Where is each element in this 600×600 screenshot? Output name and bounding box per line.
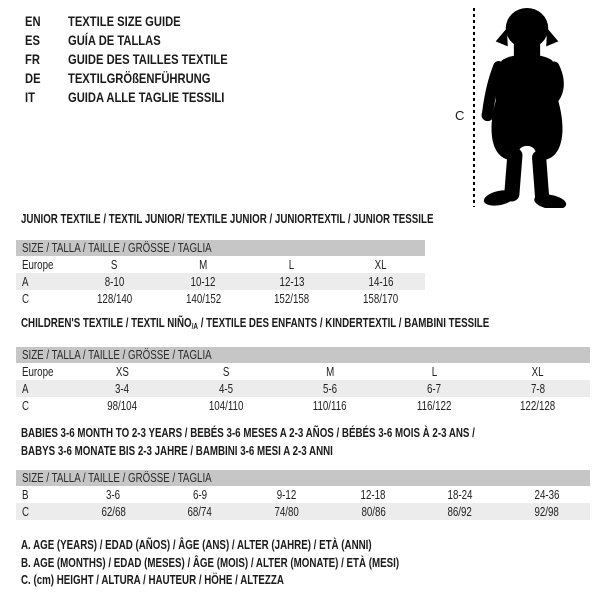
language-row-it [25,87,268,106]
age-cell: 24-36 [534,487,560,502]
babies-title-line2: BABYS 3-6 MONATE BIS 2-3 JAHRE / BAMBINI 3-6 MESI A 2-3 ANNI [21,442,333,458]
height-cell: 74/80 [274,504,299,519]
size-cell: L [289,257,295,272]
children-table-header [16,347,590,363]
footnote-c: C. (cm) HEIGHT / ALTURA / HAUTEUR / HÖHE / ALTEZZA [21,572,284,587]
size-cell: XL [532,364,544,379]
table-row-age [16,273,425,290]
language-code [25,13,68,29]
language-text-label: GUIDE DES TAILLES TEXTILE [68,50,228,67]
age-cell: 14-16 [368,274,394,289]
height-cell: 80/86 [361,504,386,519]
language-row-de [25,68,268,87]
size-cell: M [199,257,208,272]
age-cell: 7-8 [530,381,546,396]
language-row-es [25,30,268,49]
height-cell: 122/128 [520,398,556,413]
age-cell: 4-5 [218,381,234,396]
language-code-label: DE [25,69,41,86]
table-row-age-months [16,486,590,503]
children-size-table [16,347,590,414]
age-cell: 6-7 [426,381,442,396]
age-cell: 9-12 [276,487,297,502]
junior-title-text: JUNIOR TEXTILE / TEXTIL JUNIOR/ TEXTILE JUNIOR / JUNIORTEXTIL / JUNIOR TESSILE [21,211,434,226]
age-cell: 3-6 [106,487,121,502]
age-cell: 3-4 [114,381,130,396]
table-row-europe [16,363,590,380]
language-code [25,89,68,105]
table-row-europe [16,256,425,273]
language-text-label: GUÍA DE TALLAS [68,31,161,48]
table-row-height [16,290,425,307]
height-cell: 86/92 [447,504,473,519]
age-cell: 8-10 [104,274,125,289]
age-cell: 12-13 [279,274,305,289]
babies-title-line1: BABIES 3-6 MONTH TO 2-3 YEARS / BEBÉS 3-6 MESES A 2-3 AÑOS / BÉBÉS 3-6 MOIS À 2-3 ANS / [21,425,475,440]
age-cell: 10-12 [190,274,216,289]
size-cell: S [111,257,118,272]
children-title-text: CHILDREN'S TEXTILE / TEXTIL $NIÑO_{/A}$ / TEXTILE DES ENFANTS / KINDERTEXTIL / BAMBINI TESSILE [21,315,490,331]
row-label: A [22,381,29,396]
row-label: C [22,398,30,413]
age-cell: 5-6 [322,381,338,396]
size-cell: M [325,364,335,379]
footnote-a: A. AGE (YEARS) / EDAD (AÑOS) / ÂGE (ANS) / ALTER (JAHRE) / ETÀ (ANNI) [21,537,372,552]
language-code [25,70,68,86]
language-row-fr [25,49,268,68]
size-cell: XS [115,364,129,379]
language-code-label: FR [25,50,40,67]
language-text [68,89,263,105]
height-cell: 152/158 [274,291,310,306]
language-code-label: ES [25,31,40,48]
height-cell: 128/140 [96,291,132,306]
height-cell: 68/74 [187,504,213,519]
language-code [25,32,68,48]
row-label: C [22,504,30,519]
language-text-label: GUIDA ALLE TAGLIE TESSILI [68,88,225,105]
height-cell: 98/104 [107,398,137,413]
table-row-height [16,503,590,520]
language-text [68,13,209,29]
row-label: A [22,274,29,289]
height-cell: 140/152 [185,291,221,306]
size-cell: S [222,364,230,379]
size-header-label: SIZE / TALLA / TAILLE / GRÖSSE / TAGLIA [22,241,212,255]
junior-size-table [16,240,425,307]
language-code-label: IT [25,88,35,105]
row-label: B [22,487,29,502]
junior-section-title [21,212,571,225]
toddler-silhouette [481,6,573,208]
height-cell: 104/110 [208,398,244,413]
row-label: C [22,291,30,306]
size-cell: XL [374,257,387,272]
height-cell: 92/98 [534,504,559,519]
children-section-title [21,316,600,333]
language-text [68,32,184,48]
age-cell: 6-9 [192,487,208,502]
size-header-label: SIZE / TALLA / TAILLE / GRÖSSE / TAGLIA [22,471,212,485]
babies-size-table [16,470,590,520]
age-cell: 18-24 [447,487,473,502]
language-code [25,51,68,67]
age-cell: 12-18 [360,487,386,502]
babies-section-title [21,424,600,459]
language-code-label: EN [25,12,41,29]
row-label: Europe [22,257,54,272]
height-cell: 158/170 [363,291,399,306]
language-text [68,70,246,86]
title-subscript: /A [191,321,198,331]
height-measure-dashed-line [473,8,475,207]
footnote-b: B. AGE (MONTHS) / EDAD (MESES) / ÂGE (MOIS) / ALTER (MONATE) / ETÀ (MESI) [21,554,400,570]
size-cell: L [431,364,437,379]
table-row-height [16,397,590,414]
junior-table-header [16,240,425,256]
language-row-en [25,11,268,30]
height-cell: 110/116 [313,398,347,413]
height-cell: 116/122 [416,398,452,413]
height-measure-label: C [455,108,465,123]
language-text [68,51,268,67]
footnote-legend [21,536,525,589]
babies-table-header [16,470,590,486]
language-text-label: TEXTILE SIZE GUIDE [68,12,181,29]
row-label: Europe [22,364,54,379]
language-legend [25,11,268,106]
height-cell: 62/68 [101,504,126,519]
size-header-label: SIZE / TALLA / TAILLE / GRÖSSE / TAGLIA [22,348,212,362]
table-row-age [16,380,590,397]
language-text-label: TEXTILGRÖßENFÜHRUNG [68,69,211,86]
